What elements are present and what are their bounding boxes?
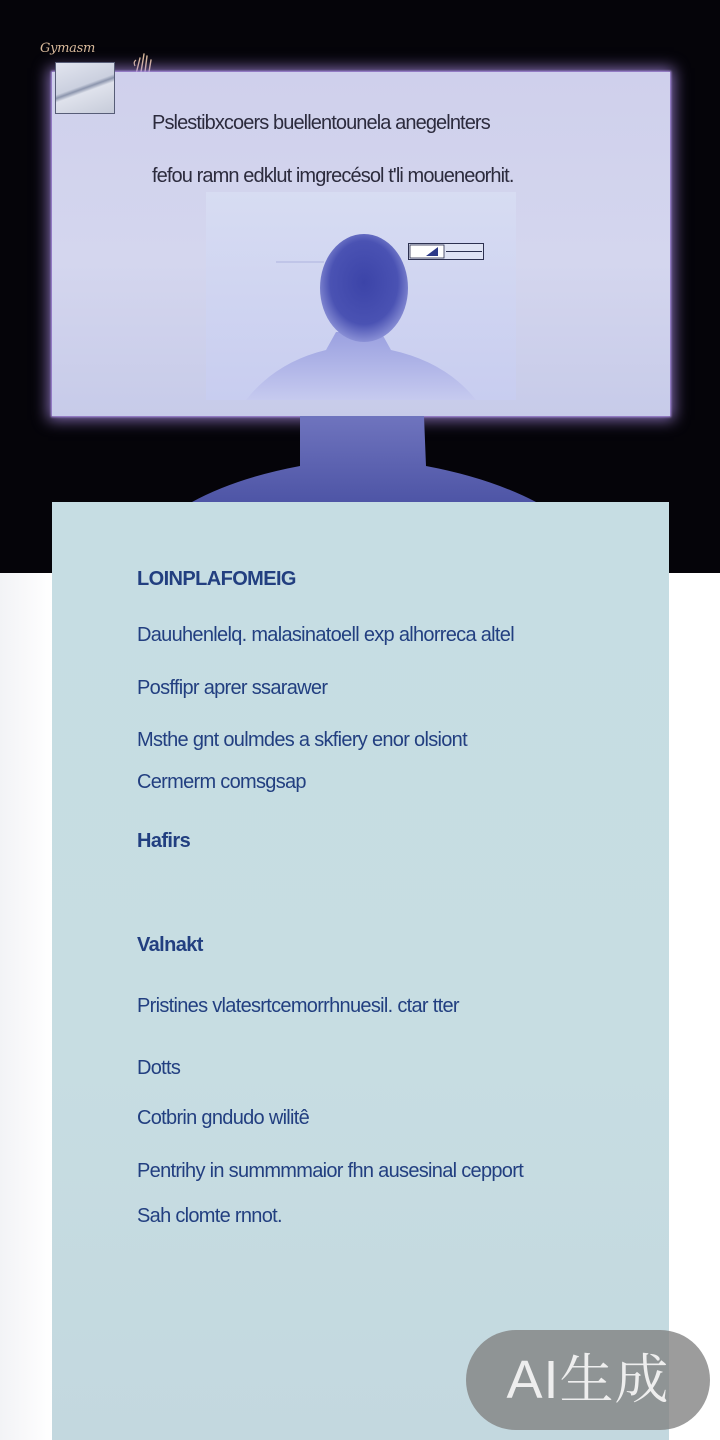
list-item: Cermerm comsgsap [137,771,306,793]
section-heading: Valnakt [137,934,203,956]
person-silhouette-icon [206,192,516,400]
list-item: Dotts [137,1057,181,1079]
section-heading: LOINPLAFOMEIG [137,568,296,590]
brand-logo: Gymasm [40,41,96,56]
ai-generated-watermark: AI生成 [466,1330,710,1430]
monitor-text-line-2: fefou ramn edklut imgrecésol t'li moueneorhit. [152,165,514,187]
monitor-text-line-1: Pslestibxcoers buellentounela anegelnters [152,112,490,134]
view-toggle-icon[interactable] [408,243,484,260]
monitor-stand [190,416,538,506]
list-item: Dauuhenlelq. malasinatoell exp alhorreca altel [137,624,514,646]
list-item: Cotbrin gndudo wilitê [137,1107,310,1129]
list-item: Posffipr aprer ssarawer [137,677,328,699]
image-thumbnail-icon[interactable] [55,62,115,114]
page-margin [0,573,52,1440]
list-item: Pristines vlatesrtcemorrhnuesil. ctar tter [137,995,459,1017]
video-call-tile[interactable] [206,192,516,400]
section-subheading: Hafirs [137,830,191,852]
list-item: Msthe gnt oulmdes a skfiery enor olsiont [137,729,467,751]
list-item: Pentrihy in summmmaior fhn ausesinal cepport [137,1160,524,1182]
list-item: Sah clomte rnnot. [137,1205,282,1227]
